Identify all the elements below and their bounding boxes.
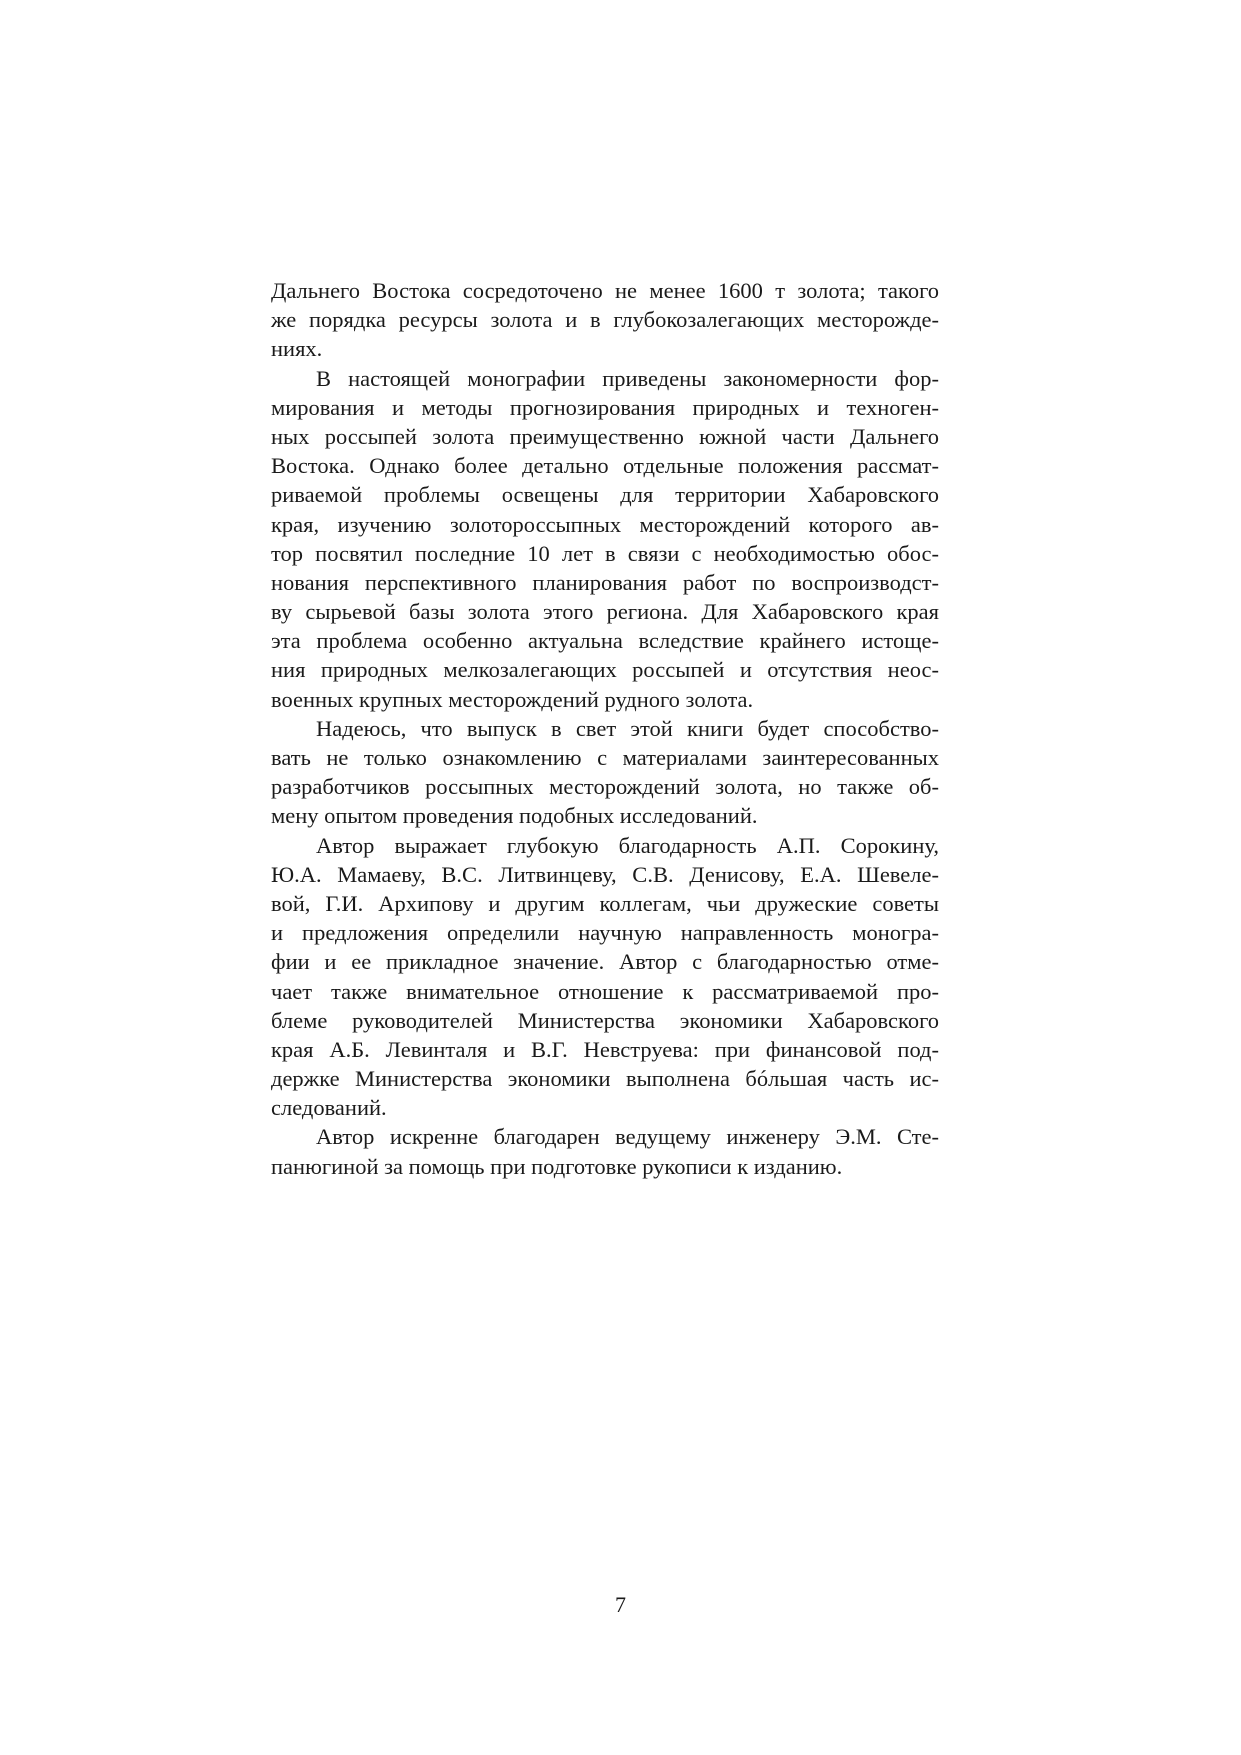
paragraph [271,831,939,1123]
text-line: ниях. [271,336,323,362]
text-line: Надеюсь, что выпуск в свет этой книги будет способство- [316,715,939,741]
text-line: ных россыпей золота преимущественно южной части Дальнего [271,423,939,449]
body-text [271,276,939,1181]
paragraph [271,276,939,364]
text-line: мирования и методы прогнозирования природных и техноген- [271,394,939,420]
text-line: Дальнего Востока сосредоточено не менее 1600 т золота; такого [271,278,939,303]
text-line: Востока. Однако более детально отдельные положения рассмат- [271,453,939,479]
text-line: Автор выражает глубокую благодарность А.П. Сорокину, [316,832,939,858]
text-line: ву сырьевой базы золота этого региона. Для Хабаровского края [271,599,939,625]
paragraph [271,364,939,714]
text-line: и предложения определили научную направленность моногра- [271,920,939,946]
text-line: Ю.А. Мамаеву, В.С. Литвинцеву, С.В. Денисову, Е.А. Шевеле- [271,861,939,887]
text-line: ния природных мелкозалегающих россыпей и отсутствия неос- [271,657,939,683]
text-line: тор посвятил последние 10 лет в связи с необходимостью обос- [271,540,939,566]
text-line: нования перспективного планирования работ по воспроизводст- [271,569,939,595]
text-line: вать не только ознакомлению с материалами заинтересованных [271,745,939,770]
text-line: разработчиков россыпных месторождений золота, но также об- [271,774,939,800]
text-line: держке Министерства экономики выполнена бóльшая часть ис- [271,1066,939,1092]
text-line: военных крупных месторождений рудного золота. [271,686,754,712]
text-line: блеме руководителей Министерства экономики Хабаровского [271,1007,939,1033]
text-line: края А.Б. Левинталя и В.Г. Невструева: при финансовой под- [271,1036,939,1062]
text-line: чает также внимательное отношение к рассматриваемой про- [271,978,939,1004]
text-line: мену опытом проведения подобных исследований. [271,803,758,829]
text-line: эта проблема особенно актуальна вследствие крайнего истоще- [271,628,939,654]
text-line: фии и ее прикладное значение. Автор с благодарностью отме- [271,949,939,975]
text-line: вой, Г.И. Архипову и другим коллегам, чьи дружеские советы [271,890,939,916]
text-line: следований. [271,1095,387,1121]
text-line: Автор искренне благодарен ведущему инженеру Э.М. Сте- [316,1124,939,1150]
text-line: края, изучению золотороссыпных месторождений которого ав- [271,511,939,537]
paragraph [271,1122,939,1180]
paragraph [271,714,939,831]
text-line: панюгиной за помощь при подготовке рукописи к изданию. [271,1153,843,1179]
text-line: же порядка ресурсы золота и в глубокозалегающих месторожде- [271,307,939,333]
text-line: В настоящей монографии приведены закономерности фор- [316,365,939,391]
page-number: 7 [615,1592,626,1617]
text-line: риваемой проблемы освещены для территории Хабаровского [271,482,939,508]
